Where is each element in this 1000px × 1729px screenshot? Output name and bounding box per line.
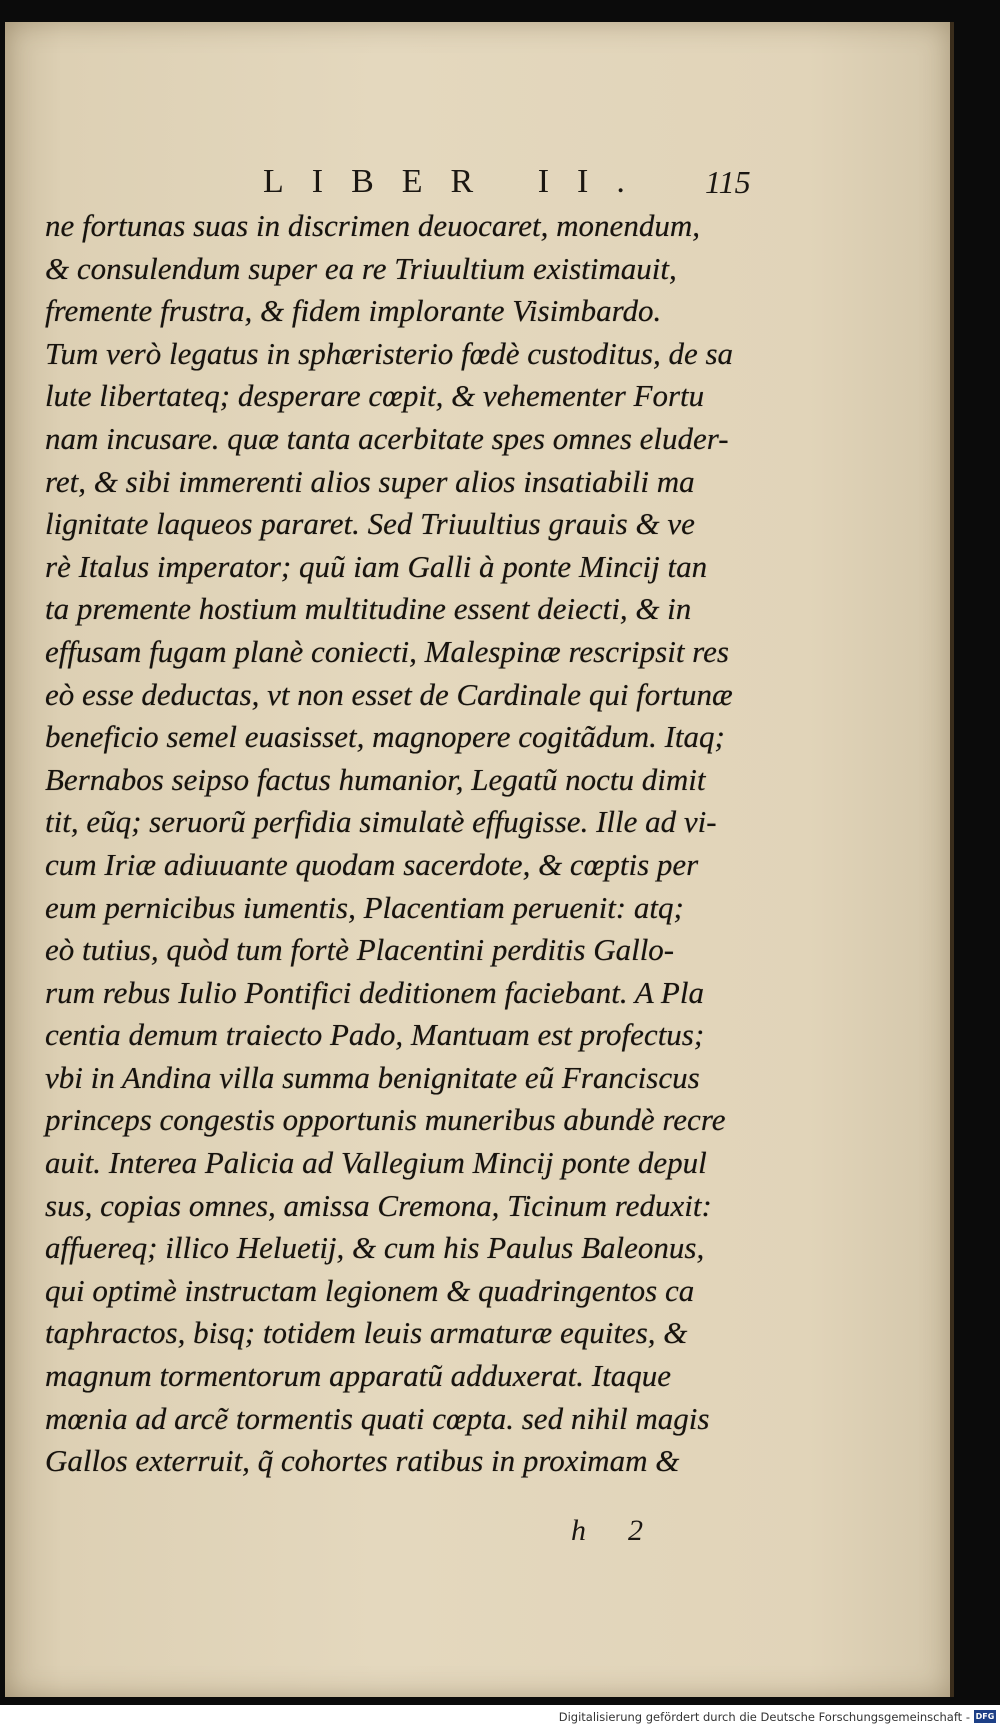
text-line: qui optimè instructam legionem & quadringentos ca — [45, 1272, 695, 1308]
book-page — [5, 22, 950, 1697]
text-line: centia demum traiecto Pado, Mantuam est profectus; — [45, 1017, 705, 1053]
text-line: affuereq; illico Heluetij, & cum his Paulus Baleonus, — [45, 1230, 705, 1266]
running-head — [5, 162, 950, 202]
text-line: ne fortunas suas in discrimen deuocaret, monendum, — [45, 208, 700, 243]
text-line: eò tutius, quòd tum fortè Placentini perditis Gallo- — [45, 932, 675, 968]
signature-number: 2 — [628, 1514, 643, 1547]
text-line: eò esse deductas, vt non esset de Cardinale qui fortunæ — [45, 676, 733, 712]
text-line: princeps congestis opportunis muneribus abundè recre — [45, 1102, 726, 1138]
signature-letter: h — [571, 1514, 586, 1547]
text-line: effusam fugam planè coniecti, Malespinæ rescripsit res — [45, 633, 729, 669]
text-line: ta premente hostium multitudine essent deiecti, & in — [45, 591, 692, 627]
page-number: 115 — [705, 164, 751, 200]
text-line: magnum tormentorum apparatũ adduxerat. Itaque — [45, 1358, 671, 1394]
text-line: rè Italus imperator; quũ iam Galli à ponte Mincij tan — [45, 548, 708, 584]
dfg-logo: DFG — [975, 1712, 995, 1721]
text-line: beneficio semel euasisset, magnopere cogitãdum. Itaq; — [45, 719, 725, 755]
text-line: taphractos, bisq; totidem leuis armaturæ equites, & — [45, 1315, 688, 1351]
text-line: sus, copias omnes, amissa Cremona, Ticinum reduxit: — [45, 1187, 712, 1223]
funding-credit: Digitalisierung gefördert durch die Deutsche Forschungsgemeinschaft - — [558, 1710, 970, 1724]
footer-bar — [0, 1705, 1000, 1729]
text-line: cum Iriæ adiuuante quodam sacerdote, & cœptis per — [45, 846, 699, 882]
text-block — [45, 205, 765, 1525]
text-line: tit, eũq; seruorũ perfidia simulatè effugisse. Ille ad vi- — [45, 804, 717, 840]
page-edge — [950, 22, 954, 1697]
text-line: fremente frustra, & fidem implorante Visimbardo. — [45, 293, 662, 329]
text-line: Gallos exterruit, q̃ cohortes ratibus in proximam & — [45, 1443, 680, 1479]
text-line: rum rebus Iulio Pontifici deditionem faciebant. A Pla — [45, 974, 704, 1010]
text-line: auit. Interea Palicia ad Vallegium Mincij ponte depul — [45, 1145, 707, 1181]
text-line: vbi in Andina villa summa benignitate eũ Franciscus — [45, 1059, 700, 1095]
text-line: lignitate laqueos pararet. Sed Triuultius grauis & ve — [45, 506, 695, 542]
text-line: Tum verò legatus in sphæristerio fœdè custoditus, de sa — [45, 335, 734, 371]
text-line: ret, & sibi immerenti alios super alios insatiabili ma — [45, 463, 695, 499]
text-line: lute libertateq; desperare cœpit, & vehementer Fortu — [45, 378, 705, 414]
signature-mark — [5, 1514, 950, 1550]
text-line: eum pernicibus iumentis, Placentiam peruenit: atq; — [45, 889, 684, 925]
text-line: nam incusare. quæ tanta acerbitate spes omnes eluder- — [45, 420, 729, 456]
running-title: LIBER II. — [263, 163, 653, 200]
text-line: & consulendum super ea re Triuultium existimauit, — [45, 250, 677, 286]
text-line: mœnia ad arcẽ tormentis quati cœpta. sed nihil magis — [45, 1400, 710, 1436]
text-line: Bernabos seipso factus humanior, Legatũ noctu dimit — [45, 761, 706, 797]
